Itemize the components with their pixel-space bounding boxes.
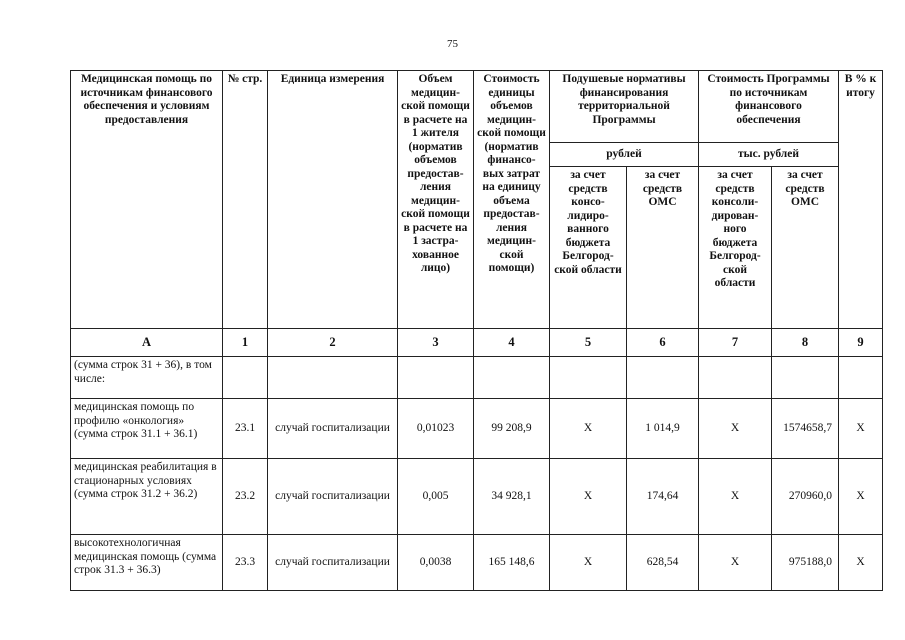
colnum-4: 4 <box>474 329 550 357</box>
colnum-1: 1 <box>223 329 268 357</box>
row-label: (сумма строк 31 + 36), в том числе: <box>71 357 223 399</box>
row-number: 23.3 <box>223 535 268 591</box>
row-unit-cost: 165 148,6 <box>474 535 550 591</box>
row-budget-cost: Х <box>699 459 772 535</box>
header-col-3: Объем медицин-ской помощи в расчете на 1 жителя (норматив объемов предостав-ления медицин-ской помощи в расчете на 1 застра-хованное лицо) <box>398 71 474 329</box>
row-oms-per-capita: 174,64 <box>627 459 699 535</box>
row-budget-cost: Х <box>699 535 772 591</box>
row-unit-cost: 34 928,1 <box>474 459 550 535</box>
header-col-9: В % к итогу <box>839 71 883 329</box>
header-col-8: за счет средств ОМС <box>772 167 839 329</box>
row-percent: Х <box>839 399 883 459</box>
row-volume: 0,005 <box>398 459 474 535</box>
header-col-a: Медицинская помощь по источникам финансового обеспечения и условиям предоставления <box>71 71 223 329</box>
row-unit: случай госпитализации <box>268 535 398 591</box>
header-group-program-cost: Стоимость Программы по источникам финансового обеспечения <box>699 71 839 143</box>
row-oms-per-capita: 1 014,9 <box>627 399 699 459</box>
header-col-1: № стр. <box>223 71 268 329</box>
row-budget-per-capita: Х <box>550 399 627 459</box>
table-row <box>71 357 883 399</box>
row-budget-per-capita: Х <box>550 459 627 535</box>
header-col-4: Стоимость единицы объемов медицин-ской помощи (норматив финансо-вых затрат на единицу объема предостав-ления медицин-ской помощи) <box>474 71 550 329</box>
colnum-3: 3 <box>398 329 474 357</box>
colnum-5: 5 <box>550 329 627 357</box>
row-oms-cost: 975188,0 <box>772 535 839 591</box>
row-oms-cost: 270960,0 <box>772 459 839 535</box>
row-number <box>223 357 268 399</box>
row-percent: Х <box>839 459 883 535</box>
header-unit-thousand-rubles: тыс. рублей <box>699 143 839 167</box>
page-number: 75 <box>447 38 458 50</box>
row-oms-cost <box>772 357 839 399</box>
row-budget-cost: Х <box>699 399 772 459</box>
header-group-per-capita: Подушевые нормативы финансирования территориальной Программы <box>550 71 699 143</box>
colnum-7: 7 <box>699 329 772 357</box>
row-volume: 0,01023 <box>398 399 474 459</box>
header-col-5: за счет средств консо-лидиро-ванного бюджета Белгород-ской области <box>550 167 627 329</box>
colnum-8: 8 <box>772 329 839 357</box>
row-volume: 0,0038 <box>398 535 474 591</box>
row-oms-per-capita <box>627 357 699 399</box>
header-unit-rubles: рублей <box>550 143 699 167</box>
colnum-9: 9 <box>839 329 883 357</box>
row-unit: случай госпитализации <box>268 459 398 535</box>
row-budget-per-capita <box>550 357 627 399</box>
table-row <box>71 459 883 535</box>
header-col-2: Единица измерения <box>268 71 398 329</box>
row-unit-cost: 99 208,9 <box>474 399 550 459</box>
row-percent <box>839 357 883 399</box>
row-unit-cost <box>474 357 550 399</box>
row-volume <box>398 357 474 399</box>
row-number: 23.2 <box>223 459 268 535</box>
row-budget-per-capita: Х <box>550 535 627 591</box>
row-label: высокотехнологичная медицинская помощь (сумма строк 31.3 + 36.3) <box>71 535 223 591</box>
header-col-7: за счет средств консоли-дирован-ного бюджета Белгород-ской области <box>699 167 772 329</box>
colnum-a: А <box>71 329 223 357</box>
row-percent: Х <box>839 535 883 591</box>
table-row <box>71 399 883 459</box>
row-unit <box>268 357 398 399</box>
row-unit: случай госпитализации <box>268 399 398 459</box>
row-oms-per-capita: 628,54 <box>627 535 699 591</box>
program-cost-table <box>70 70 883 591</box>
row-label: медицинская помощь по профилю «онкология» (сумма строк 31.1 + 36.1) <box>71 399 223 459</box>
colnum-2: 2 <box>268 329 398 357</box>
row-label: медицинская реабилитация в стационарных условиях (сумма строк 31.2 + 36.2) <box>71 459 223 535</box>
row-number: 23.1 <box>223 399 268 459</box>
row-oms-cost: 1574658,7 <box>772 399 839 459</box>
row-budget-cost <box>699 357 772 399</box>
colnum-6: 6 <box>627 329 699 357</box>
header-col-6: за счет средств ОМС <box>627 167 699 329</box>
table-row <box>71 535 883 591</box>
